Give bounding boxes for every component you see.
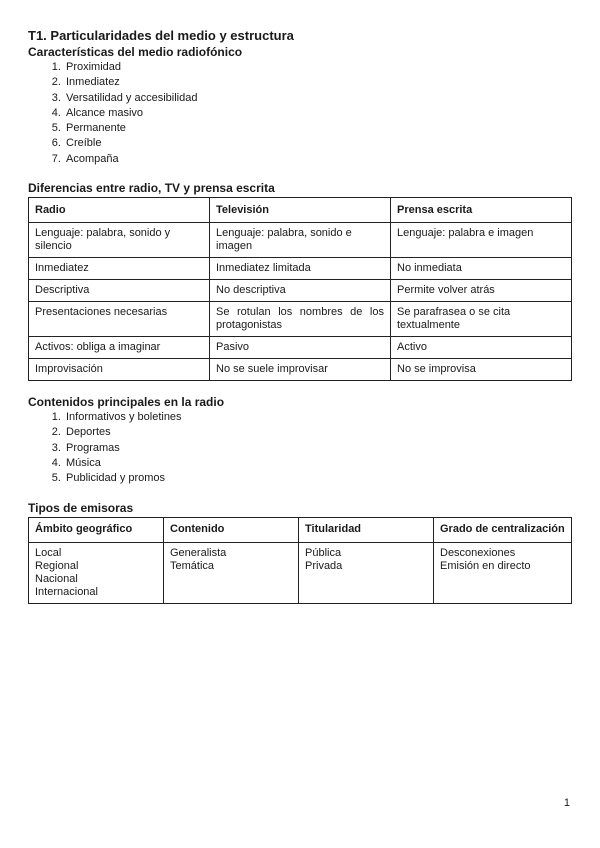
document-page [28, 27, 571, 604]
table-cell: Se rotulan los nombres de los protagonistas [210, 302, 391, 337]
section-heading-diferencias: Diferencias entre radio, TV y prensa escrita [28, 181, 275, 196]
cell-line: Regional [35, 559, 79, 572]
section-heading-tipos: Tipos de emisoras [28, 500, 134, 515]
table-cell: Improvisación [29, 359, 210, 381]
contenidos-list [28, 410, 571, 486]
cell-line: Internacional [35, 585, 98, 598]
table-cell: No descriptiva [210, 280, 391, 302]
table-cell: Presentaciones necesarias [29, 302, 210, 337]
table-cell: No se improvisa [391, 359, 572, 381]
table-header-row [29, 198, 572, 223]
table-cell: Permite volver atrás [391, 280, 572, 302]
page-number: 1 [563, 797, 570, 809]
table-cell: No inmediata [391, 258, 572, 280]
list-item: 2. Inmediatez [64, 75, 571, 90]
column-header: Grado de centralización [434, 517, 572, 542]
cell-line: Temática [170, 559, 215, 572]
diferencias-table [28, 197, 572, 381]
table-cell: Descriptiva [29, 280, 210, 302]
cell-line: Pública [305, 546, 342, 559]
list-item: 4. Música [64, 456, 571, 471]
document-title: T1. Particularidades del medio y estructura [28, 28, 294, 43]
list-item: 1. Proximidad [64, 60, 571, 75]
list-item: 6. Creíble [64, 136, 571, 151]
table-row [29, 302, 572, 337]
cell-line: Desconexiones [440, 546, 516, 559]
table-row [29, 542, 572, 603]
list-item: 7. Acompaña [64, 152, 571, 167]
table-row [29, 223, 572, 258]
table-cell: Lenguaje: palabra e imagen [391, 223, 572, 258]
table-cell [164, 542, 299, 603]
table-cell [434, 542, 572, 603]
list-item: 5. Publicidad y promos [64, 471, 571, 486]
table-cell: No se suele improvisar [210, 359, 391, 381]
cell-line: Nacional [35, 572, 78, 585]
cell-line: Generalista [170, 546, 227, 559]
column-header: Ámbito geográfico [29, 517, 164, 542]
table-cell: Pasivo [210, 337, 391, 359]
table-row [29, 258, 572, 280]
section-heading-caracteristicas: Características del medio radiofónico [28, 45, 243, 59]
list-item: 1. Informativos y boletines [64, 410, 571, 425]
cell-line: Local [35, 546, 62, 559]
table-header-row [29, 517, 572, 542]
table-cell: Activos: obliga a imaginar [29, 337, 210, 359]
section-heading-contenidos: Contenidos principales en la radio [28, 395, 225, 410]
cell-line: Emisión en directo [440, 559, 531, 572]
cell-line: Privada [305, 559, 343, 572]
column-header: Contenido [164, 517, 299, 542]
table-cell: Inmediatez limitada [210, 258, 391, 280]
table-row [29, 359, 572, 381]
column-header: Radio [29, 198, 210, 223]
table-cell: Activo [391, 337, 572, 359]
table-cell: Lenguaje: palabra, sonido e imagen [210, 223, 391, 258]
table-cell [29, 542, 164, 603]
list-item: 2. Deportes [64, 425, 571, 440]
table-row [29, 280, 572, 302]
list-item: 5. Permanente [64, 121, 571, 136]
tipos-emisoras-table [28, 517, 572, 604]
table-cell: Lenguaje: palabra, sonido y silencio [29, 223, 210, 258]
column-header: Prensa escrita [391, 198, 572, 223]
list-item: 4. Alcance masivo [64, 106, 571, 121]
table-cell [299, 542, 434, 603]
column-header: Titularidad [299, 517, 434, 542]
list-item: 3. Versatilidad y accesibilidad [64, 91, 571, 106]
table-cell: Inmediatez [29, 258, 210, 280]
column-header: Televisión [210, 198, 391, 223]
table-row [29, 337, 572, 359]
list-item: 3. Programas [64, 441, 571, 456]
caracteristicas-list [28, 60, 571, 167]
table-cell: Se parafrasea o se cita textualmente [391, 302, 572, 337]
